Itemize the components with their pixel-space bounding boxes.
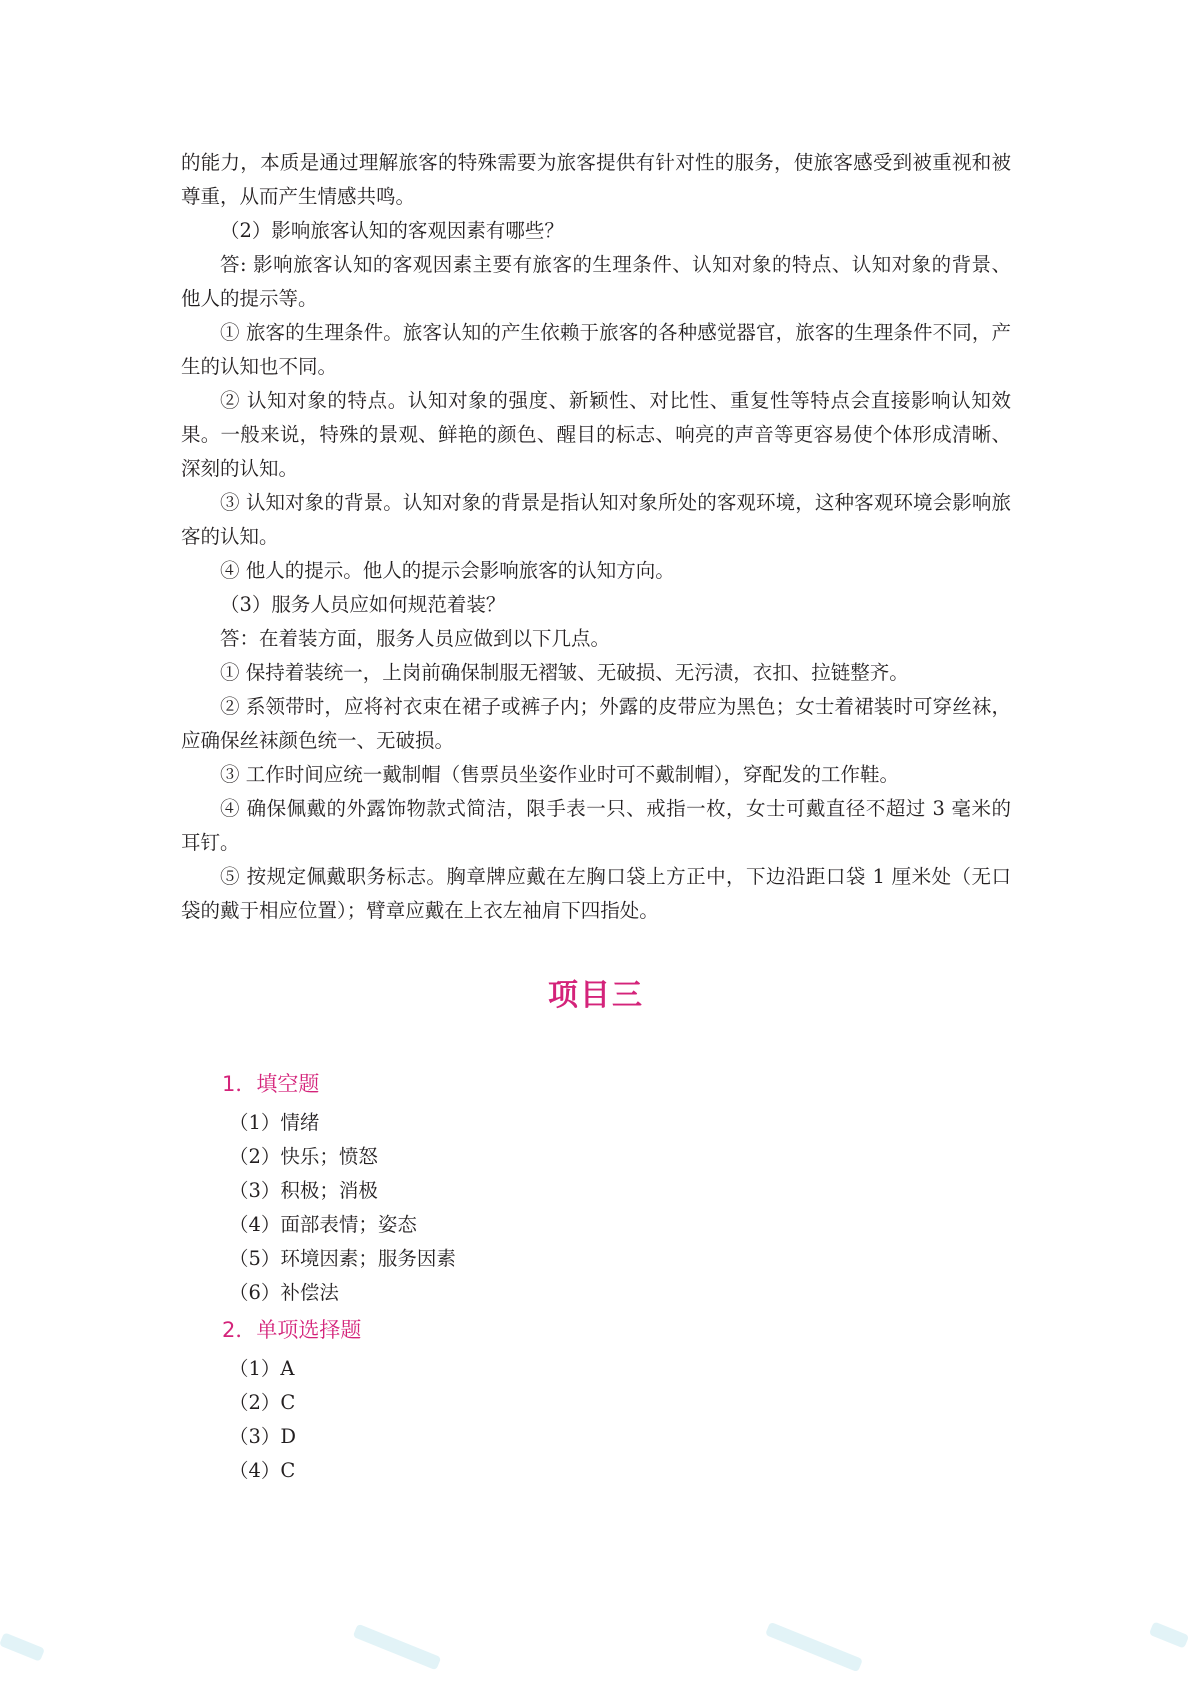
answer-paragraph: 答：在着装方面，服务人员应做到以下几点。: [220, 627, 611, 650]
list-item: （4）面部表情；姿态: [229, 1213, 417, 1236]
page-content: [181, 146, 1011, 1488]
list-item: （1）A: [229, 1357, 295, 1380]
list-item: （3）D: [229, 1425, 297, 1448]
watermark-mark: [353, 1624, 442, 1671]
answer-point: ③ 认知对象的背景。认知对象的背景是指认知对象所处的客观环境，这种客观环境会影响旅客的认知。: [181, 491, 1011, 548]
list-item: （5）环境因素；服务因素: [229, 1247, 456, 1270]
question-heading: （3）服务人员应如何规范着装？: [220, 593, 506, 616]
answer-point: ② 认知对象的特点。认知对象的强度、新颖性、对比性、重复性等特点会直接影响认知效果。一般来说，特殊的景观、鲜艳的颜色、醒目的标志、响亮的声音等更容易使个体形成清晰、深刻的认知。: [181, 389, 1011, 480]
answer-point: ① 保持着装统一，上岗前确保制服无褶皱、无破损、无污渍，衣扣、拉链整齐。: [220, 661, 909, 684]
watermark-mark: [765, 1622, 863, 1672]
list-item: （4）C: [229, 1459, 296, 1482]
section-heading-single-choice: 2．单项选择题: [222, 1318, 362, 1342]
watermark-mark: [1149, 1621, 1189, 1648]
list-item: （6）补偿法: [229, 1281, 339, 1304]
list-item: （3）积极；消极: [229, 1179, 378, 1202]
question-heading: （2）影响旅客认知的客观因素有哪些？: [220, 219, 564, 242]
list-item: （1）情绪: [229, 1111, 320, 1134]
list-item: （2）快乐；愤怒: [229, 1145, 378, 1168]
paragraph: 的能力，本质是通过理解旅客的特殊需要为旅客提供有针对性的服务，使旅客感受到被重视和被尊重，从而产生情感共鸣。: [181, 151, 1011, 208]
chapter-title: 项目三: [548, 978, 644, 1013]
answer-point: ③ 工作时间应统一戴制帽（售票员坐姿作业时可不戴制帽），穿配发的工作鞋。: [220, 763, 899, 786]
answer-point: ⑤ 按规定佩戴职务标志。胸章牌应戴在左胸口袋上方正中，下边沿距口袋 1 厘米处（无口袋的戴于相应位置）；臂章应戴在上衣左袖肩下四指处。: [181, 865, 1011, 922]
single-choice-answers: [181, 1352, 1011, 1488]
answer-point: ④ 他人的提示。他人的提示会影响旅客的认知方向。: [220, 559, 675, 582]
answer-point: ④ 确保佩戴的外露饰物款式简洁，限手表一只、戒指一枚，女士可戴直径不超过 3 毫米的耳钉。: [181, 797, 1011, 854]
prev-section-answers: [181, 146, 1011, 928]
fill-blank-answers: [181, 1106, 1011, 1310]
watermark-mark: [0, 1632, 45, 1661]
section-heading-fill-blank: 1．填空题: [222, 1072, 320, 1096]
answer-point: ② 系领带时，应将衬衣束在裙子或裤子内；外露的皮带应为黑色；女士着裙装时可穿丝袜，应确保丝袜颜色统一、无破损。: [181, 695, 1011, 752]
answer-point: ① 旅客的生理条件。旅客认知的产生依赖于旅客的各种感觉器官，旅客的生理条件不同，产生的认知也不同。: [181, 321, 1011, 378]
answer-paragraph: 答: 影响旅客认知的客观因素主要有旅客的生理条件、认知对象的特点、认知对象的背景、他人的提示等。: [181, 253, 1011, 310]
list-item: （2）C: [229, 1391, 296, 1414]
